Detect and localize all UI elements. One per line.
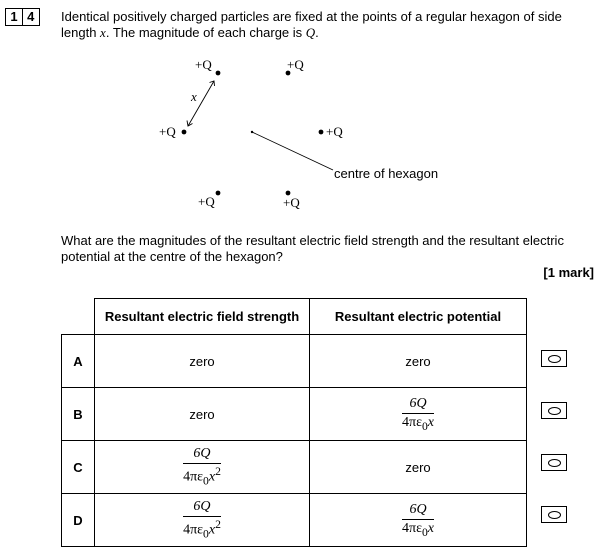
field-cell [95,494,310,547]
header-potential: Resultant electric potential [310,299,527,335]
charge-dot [319,130,324,135]
power-superscript: 2 [215,518,221,532]
centre-label: centre of hexagon [334,166,439,181]
denominator-variable: x [208,469,216,485]
option-label: D [62,494,95,547]
stem-text: Identical positively charged particles are fixed at the points of a regular hexagon of side length [61,9,562,40]
header-field-strength: Resultant electric field strength [95,299,310,335]
stem-text: . The magnitude of each charge is [105,25,303,40]
fraction-denominator [402,414,434,433]
option-label: B [62,388,95,441]
answer-bubble-d[interactable] [541,506,567,523]
header-blank [62,299,95,335]
centre-pointer-line [252,132,333,170]
charge-dot [216,191,221,196]
field-cell [95,441,310,494]
charge-dot [182,130,187,135]
fraction-numerator: 6Q [402,396,434,414]
charge-label: +Q [326,124,343,139]
denominator-text: 4πε [183,522,204,538]
potential-cell [310,388,527,441]
field-cell: zero [95,388,310,441]
stem-text: . [315,25,319,40]
denominator-text: 4πε [402,520,422,536]
question-number-digit: 1 [5,8,23,26]
charge-label: +Q [287,57,304,72]
fraction-numerator: 6Q [183,446,221,464]
denominator-variable: x [427,414,434,430]
table-row [62,494,527,547]
epsilon-subscript: 0 [203,527,209,541]
stem-variable-q: Q [305,25,316,40]
charge-label: +Q [198,194,215,209]
charge-dot [216,71,221,76]
hexagon-diagram [0,0,600,230]
potential-cell [310,494,527,547]
fraction [402,396,434,433]
question-number-digit: 4 [22,8,40,26]
stem-variable-x: x [100,25,106,40]
denominator-text: 4πε [183,469,204,485]
fraction [402,502,434,539]
fraction-denominator [183,517,221,540]
table-row [62,441,527,494]
charge-label: +Q [195,57,212,72]
fraction-denominator [183,464,221,487]
answer-bubble-c[interactable] [541,454,567,471]
fraction-numerator: 6Q [183,499,221,517]
fraction [183,499,221,540]
denominator-text: 4πε [402,414,422,430]
answer-bubble-a[interactable] [541,350,567,367]
denominator-variable: x [208,522,216,538]
field-cell: zero [95,335,310,388]
table-row [62,388,527,441]
epsilon-subscript: 0 [421,525,428,539]
option-label: C [62,441,95,494]
charge-label: +Q [159,124,176,139]
marks-label: [1 mark] [543,265,594,280]
charge-label: +Q [283,195,300,210]
side-length-label: x [191,89,197,104]
answer-bubble-b[interactable] [541,402,567,419]
epsilon-subscript: 0 [421,419,428,433]
fraction-denominator [402,520,434,539]
epsilon-subscript: 0 [203,474,209,488]
potential-cell: zero [310,335,527,388]
fraction [183,446,221,487]
potential-cell: zero [310,441,527,494]
table-header-row [62,299,527,335]
option-label: A [62,335,95,388]
denominator-variable: x [427,520,434,536]
power-superscript: 2 [215,465,221,479]
fraction-numerator: 6Q [402,502,434,520]
options-table [61,298,527,547]
table-row [62,335,527,388]
question-prompt: What are the magnitudes of the resultant electric field strength and the resultant electric potential at the centre of the hexagon? [61,233,564,264]
